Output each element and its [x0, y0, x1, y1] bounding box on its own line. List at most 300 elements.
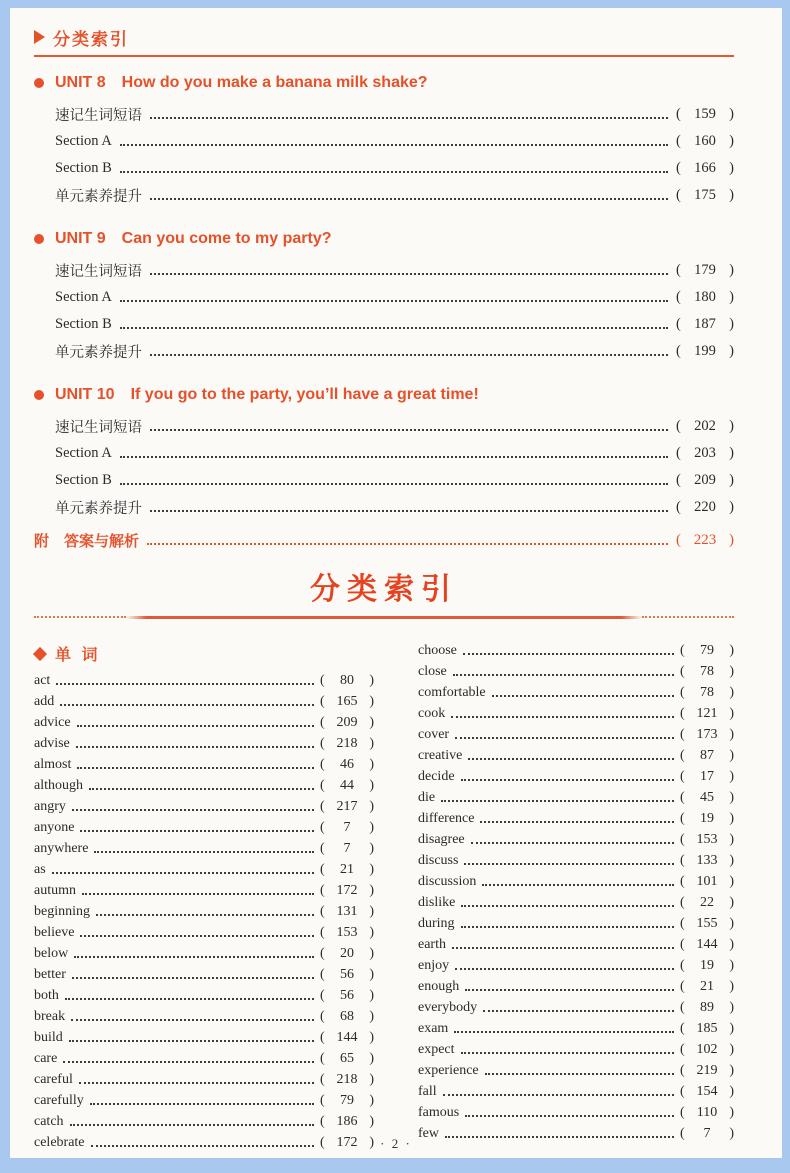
dotted-leader	[492, 693, 674, 697]
page-number-value: 78	[700, 663, 714, 679]
word-label: discuss	[418, 852, 459, 868]
paren-open: (	[676, 499, 681, 515]
paren-close: )	[369, 819, 374, 835]
word-label: die	[418, 789, 436, 805]
page-number-value: 185	[696, 1020, 718, 1036]
paren-close: )	[369, 1071, 374, 1087]
paren-open: (	[680, 915, 685, 931]
entry-label: 速记生词短语	[55, 264, 142, 280]
dotted-leader	[455, 735, 674, 739]
paren-open: (	[680, 726, 685, 742]
paren-close: )	[729, 663, 734, 679]
paren-open: (	[680, 1083, 685, 1099]
section-title: 分类索引	[310, 573, 458, 606]
word-row	[34, 1069, 374, 1090]
page-number-value: 153	[336, 924, 358, 940]
dotted-leader	[454, 1029, 674, 1033]
page-number-value: 175	[694, 187, 716, 203]
toc-entry	[34, 494, 734, 521]
dotted-leader	[79, 1080, 314, 1084]
word-row	[418, 808, 734, 829]
page-number-value: 172	[336, 1134, 358, 1150]
page-number-value: 80	[340, 672, 354, 688]
word-label: close	[418, 663, 447, 679]
paren-close: )	[729, 1062, 734, 1078]
paren-close: )	[369, 903, 374, 919]
word-row	[418, 829, 734, 850]
entry-label: Section A	[55, 445, 112, 461]
paren-close: )	[369, 945, 374, 961]
page-number-value: 187	[694, 316, 716, 332]
page-number-value: 209	[336, 714, 358, 730]
paren-open: (	[320, 735, 325, 751]
paren-open: (	[680, 1125, 685, 1141]
page-number	[320, 1009, 374, 1025]
page-number	[680, 937, 734, 953]
word-label: disagree	[418, 831, 465, 847]
page-number	[320, 673, 374, 689]
page-number-value: 101	[696, 873, 718, 889]
paren-close: )	[729, 1125, 734, 1141]
toc-entry	[34, 311, 734, 338]
dotted-leader	[150, 196, 668, 200]
paren-close: )	[729, 726, 734, 742]
paren-close: )	[729, 106, 734, 122]
page-number	[680, 1000, 734, 1016]
page-number-value: 7	[343, 819, 351, 835]
paren-open: (	[680, 873, 685, 889]
paren-open: (	[320, 945, 325, 961]
word-row	[418, 787, 734, 808]
word-list-right	[418, 640, 734, 1144]
dotted-leader	[77, 723, 314, 727]
word-label: few	[418, 1125, 439, 1141]
toc-entry	[34, 182, 734, 209]
paren-close: )	[729, 747, 734, 763]
paren-open: (	[320, 861, 325, 877]
page-number-value: 102	[696, 1041, 718, 1057]
paren-open: (	[320, 714, 325, 730]
paren-open: (	[676, 289, 681, 305]
page-number	[320, 757, 374, 773]
page-number-value: 87	[700, 747, 714, 763]
word-label: exam	[418, 1020, 449, 1036]
paren-close: )	[729, 160, 734, 176]
decorative-rule	[34, 614, 734, 620]
paren-close: )	[729, 789, 734, 805]
page-number	[680, 685, 734, 701]
page-number-value: 45	[700, 789, 714, 805]
dotted-leader	[70, 1122, 314, 1126]
paren-close: )	[729, 957, 734, 973]
bullet-icon	[34, 234, 44, 244]
unit-block	[34, 71, 734, 209]
dotted-leader	[80, 933, 314, 937]
dotted-leader	[452, 945, 674, 949]
dotted-leader	[461, 903, 674, 907]
paren-open: (	[320, 840, 325, 856]
page-number-value: 21	[700, 978, 714, 994]
word-label: careful	[34, 1071, 73, 1087]
dotted-leader	[71, 1017, 314, 1021]
page-number	[676, 418, 734, 435]
bullet-icon	[34, 78, 44, 88]
entry-label: Section A	[55, 133, 112, 149]
paren-open: (	[320, 777, 325, 793]
paren-open: (	[320, 1113, 325, 1129]
page-number	[680, 706, 734, 722]
page-number-value: 110	[696, 1104, 718, 1120]
dotted-leader	[76, 744, 314, 748]
paren-close: )	[729, 873, 734, 889]
entry-label: Section B	[55, 160, 112, 176]
word-label: anyone	[34, 819, 75, 835]
toc-entry	[34, 413, 734, 440]
paren-open: (	[680, 684, 685, 700]
page-number-value: 199	[694, 343, 716, 359]
paren-close: )	[369, 777, 374, 793]
page-number	[680, 1021, 734, 1037]
dotted-leader	[465, 1113, 674, 1117]
page-number	[320, 988, 374, 1004]
word-row	[34, 775, 374, 796]
page-number-value: 7	[703, 1125, 711, 1141]
word-row	[418, 724, 734, 745]
word-label: both	[34, 987, 59, 1003]
header-rule	[34, 55, 734, 57]
dotted-leader	[150, 508, 668, 512]
dotted-leader	[69, 1038, 314, 1042]
page-number-value: 186	[336, 1113, 358, 1129]
word-label: carefully	[34, 1092, 84, 1108]
page-number	[320, 967, 374, 983]
dotted-leader	[82, 891, 314, 895]
page-number	[676, 262, 734, 279]
word-label: dislike	[418, 894, 456, 910]
page-number-value: 153	[696, 831, 718, 847]
paren-close: )	[729, 810, 734, 826]
page-number-value: 56	[340, 966, 354, 982]
word-label: anywhere	[34, 840, 89, 856]
paren-open: (	[680, 999, 685, 1015]
page-number	[320, 799, 374, 815]
paren-open: (	[320, 1008, 325, 1024]
words-header	[34, 640, 374, 667]
word-row	[418, 1018, 734, 1039]
paren-open: (	[680, 768, 685, 784]
page-number	[680, 1063, 734, 1079]
word-label: earth	[418, 936, 446, 952]
word-row	[34, 1090, 374, 1111]
page-number-value: 89	[700, 999, 714, 1015]
paren-close: )	[729, 852, 734, 868]
paren-open: (	[680, 663, 685, 679]
dotted-leader	[464, 861, 674, 865]
word-label: celebrate	[34, 1134, 85, 1150]
page-number	[680, 790, 734, 806]
dotted-leader	[471, 840, 674, 844]
page-number	[320, 778, 374, 794]
paren-open: (	[680, 978, 685, 994]
paren-close: )	[729, 187, 734, 203]
dotted-leader	[150, 427, 668, 431]
page-number	[320, 1072, 374, 1088]
word-row	[418, 682, 734, 703]
page-number-value: 131	[336, 903, 358, 919]
paren-open: (	[680, 1041, 685, 1057]
page-number	[320, 820, 374, 836]
page-number-value: 202	[694, 418, 716, 434]
page-number-value: 217	[336, 798, 358, 814]
dotted-leader	[482, 882, 674, 886]
word-row	[34, 691, 374, 712]
page-number	[680, 664, 734, 680]
paren-close: )	[369, 1050, 374, 1066]
page-number-value: 218	[336, 1071, 358, 1087]
page-number-value: 68	[340, 1008, 354, 1024]
toc-entry	[34, 467, 734, 494]
words-section	[34, 640, 734, 1153]
word-row	[34, 880, 374, 901]
word-label: cover	[418, 726, 450, 742]
unit-heading	[34, 227, 734, 251]
dotted-leader	[461, 924, 674, 928]
word-label: choose	[418, 642, 457, 658]
paren-open: (	[676, 343, 681, 359]
paren-open: (	[676, 418, 681, 434]
paren-close: )	[729, 1020, 734, 1036]
dotted-leader	[483, 1008, 674, 1012]
paren-open: (	[676, 187, 681, 203]
appendix-prefix: 附	[34, 533, 50, 550]
paren-open: (	[320, 882, 325, 898]
word-label: build	[34, 1029, 63, 1045]
paren-open: (	[680, 894, 685, 910]
word-row	[34, 985, 374, 1006]
dotted-leader	[77, 765, 314, 769]
word-label: believe	[34, 924, 75, 940]
page-number	[320, 904, 374, 920]
page-number-value: 19	[700, 810, 714, 826]
word-row	[34, 733, 374, 754]
word-label: catch	[34, 1113, 64, 1129]
word-row	[418, 955, 734, 976]
page-number-value: 79	[700, 642, 714, 658]
word-row	[34, 859, 374, 880]
paren-close: )	[729, 133, 734, 149]
paren-open: (	[680, 831, 685, 847]
word-row	[418, 640, 734, 661]
paren-close: )	[729, 684, 734, 700]
paren-close: )	[369, 840, 374, 856]
page-number	[680, 727, 734, 743]
paren-open: (	[680, 936, 685, 952]
unit-number: UNIT 9	[55, 230, 106, 247]
unit-number: UNIT 8	[55, 74, 106, 91]
page-number-value: 121	[696, 705, 718, 721]
word-row	[34, 1111, 374, 1132]
page-number	[680, 1105, 734, 1121]
unit-heading	[34, 71, 734, 95]
dotted-leader	[52, 870, 314, 874]
word-row	[418, 892, 734, 913]
word-label: add	[34, 693, 55, 709]
paren-close: )	[369, 924, 374, 940]
paren-open: (	[680, 957, 685, 973]
word-label: experience	[418, 1062, 479, 1078]
word-row	[34, 754, 374, 775]
word-label: break	[34, 1008, 66, 1024]
page-number	[320, 694, 374, 710]
paren-open: (	[676, 160, 681, 176]
page-number	[680, 874, 734, 890]
page-number	[320, 946, 374, 962]
page-number-value: 172	[336, 882, 358, 898]
paren-open: (	[320, 672, 325, 688]
page-number-value: 19	[700, 957, 714, 973]
dotted-leader	[120, 298, 668, 302]
paren-close: )	[369, 672, 374, 688]
unit-title: Can you come to my party?	[121, 230, 332, 247]
paren-open: (	[676, 262, 681, 278]
word-row	[418, 850, 734, 871]
dotted-leader	[147, 541, 668, 545]
toc-entry	[34, 257, 734, 284]
word-label: creative	[418, 747, 463, 763]
word-row	[418, 976, 734, 997]
word-row	[34, 796, 374, 817]
unit-title: How do you make a banana milk shake?	[121, 74, 428, 91]
word-label: discussion	[418, 873, 477, 889]
paren-open: (	[680, 705, 685, 721]
toc-units	[34, 71, 734, 521]
paren-open: (	[320, 819, 325, 835]
paren-close: )	[729, 642, 734, 658]
appendix-label: 答案与解析	[64, 533, 140, 550]
word-row	[34, 922, 374, 943]
word-column-right	[418, 640, 734, 1153]
dotted-leader	[465, 987, 674, 991]
word-label: beginning	[34, 903, 90, 919]
word-row	[34, 1027, 374, 1048]
paren-open: (	[680, 852, 685, 868]
page-number-value: 79	[340, 1092, 354, 1108]
entry-label: 单元素养提升	[55, 501, 142, 517]
bullet-icon	[34, 390, 44, 400]
paren-close: )	[729, 316, 734, 332]
page-number-value: 144	[696, 936, 718, 952]
page-number-value: 56	[340, 987, 354, 1003]
paren-close: )	[729, 1104, 734, 1120]
page-number	[676, 445, 734, 462]
page-number	[680, 832, 734, 848]
paren-open: (	[320, 1029, 325, 1045]
dotted-leader	[120, 454, 668, 458]
page-number-value: 223	[693, 532, 717, 548]
paren-open: (	[320, 1134, 325, 1150]
toc-entry	[34, 440, 734, 467]
paren-close: )	[729, 1041, 734, 1057]
appendix-row	[34, 527, 734, 554]
page-number-value: 133	[696, 852, 718, 868]
page-number	[320, 715, 374, 731]
paren-close: )	[729, 499, 734, 515]
dotted-leader	[80, 828, 314, 832]
entry-label: Section B	[55, 316, 112, 332]
page-number	[680, 811, 734, 827]
word-label: difference	[418, 810, 475, 826]
page-number	[680, 958, 734, 974]
page-number-value: 165	[336, 693, 358, 709]
word-label: everybody	[418, 999, 478, 1015]
paren-open: (	[680, 642, 685, 658]
paren-close: )	[729, 289, 734, 305]
toc-entry	[34, 101, 734, 128]
word-row	[34, 712, 374, 733]
paren-open: (	[676, 445, 681, 461]
page-number-value: 20	[340, 945, 354, 961]
paren-close: )	[369, 756, 374, 772]
page-number	[680, 916, 734, 932]
dotted-leader	[453, 672, 674, 676]
paren-open: (	[680, 1020, 685, 1036]
entry-label: 单元素养提升	[55, 189, 142, 205]
paren-close: )	[729, 418, 734, 434]
word-label: enjoy	[418, 957, 450, 973]
page-number-value: 21	[340, 861, 354, 877]
paren-open: (	[320, 1092, 325, 1108]
page-number-value: 65	[340, 1050, 354, 1066]
paren-close: )	[729, 1083, 734, 1099]
paren-open: (	[320, 756, 325, 772]
paren-open: (	[320, 693, 325, 709]
word-list-left	[34, 670, 374, 1153]
word-row	[34, 964, 374, 985]
paren-close: )	[729, 472, 734, 488]
word-row	[34, 901, 374, 922]
dotted-leader	[150, 271, 668, 275]
page-number-value: 218	[336, 735, 358, 751]
paren-open: (	[320, 903, 325, 919]
word-label: enough	[418, 978, 460, 994]
page-number	[680, 1042, 734, 1058]
paren-close: )	[369, 735, 374, 751]
page-number	[320, 1030, 374, 1046]
word-row	[418, 1039, 734, 1060]
word-label: below	[34, 945, 69, 961]
page-number	[320, 883, 374, 899]
paren-close: )	[369, 966, 374, 982]
paren-close: )	[729, 262, 734, 278]
page-number-value: 7	[343, 840, 351, 856]
word-label: almost	[34, 756, 72, 772]
word-row	[34, 1048, 374, 1069]
paren-close: )	[729, 894, 734, 910]
paren-close: )	[729, 915, 734, 931]
page-number	[680, 748, 734, 764]
dotted-leader	[120, 481, 668, 485]
page-number	[676, 106, 734, 123]
dotted-leader	[150, 352, 668, 356]
page-number-value: 166	[694, 160, 716, 176]
diamond-icon	[33, 646, 47, 660]
page-number-value: 219	[696, 1062, 718, 1078]
word-label: expect	[418, 1041, 455, 1057]
page-number	[676, 343, 734, 360]
word-label: comfortable	[418, 684, 486, 700]
dotted-leader	[120, 142, 668, 146]
word-row	[418, 913, 734, 934]
